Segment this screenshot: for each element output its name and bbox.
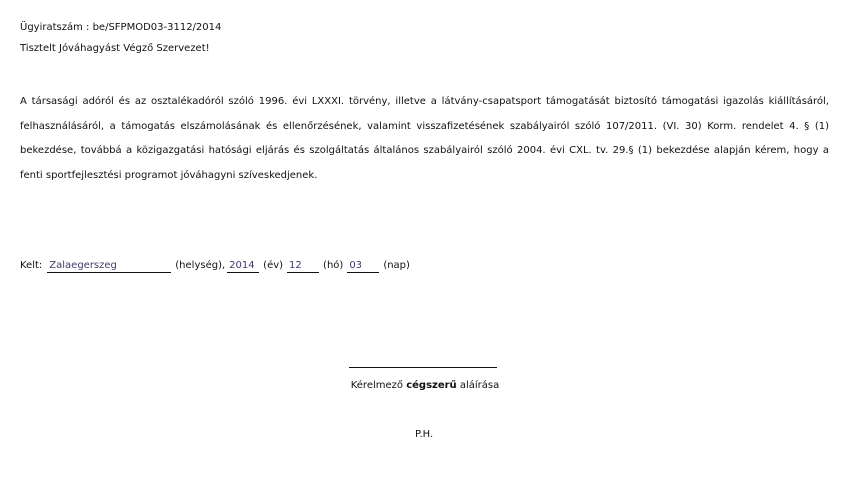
reference-number: Ügyiratszám : be/SFPMOD03-3112/2014: [20, 22, 222, 33]
date-label: Kelt:: [20, 260, 43, 271]
signature-label-suffix: aláírása: [456, 380, 500, 391]
greeting: Tisztelt Jóváhagyást Végző Szervezet!: [20, 43, 210, 54]
day-field: 03: [347, 260, 379, 273]
signature-label-prefix: Kérelmező: [350, 380, 407, 391]
stamp-label: P.H.: [415, 429, 434, 440]
month-field: 12: [287, 260, 319, 273]
year-unit: (év): [263, 260, 284, 271]
place-field: Zalaegerszeg: [47, 260, 171, 273]
signature-line: [349, 367, 497, 368]
year-field: 2014: [227, 260, 259, 273]
date-line: [20, 260, 410, 273]
body-paragraph: A társasági adóról és az osztalékadóról szóló 1996. évi LXXXI. törvény, illetve a látvány-csapatsport támogatását biztosító támogatási igazolás kiállításáról, felhasználásáról, a támogatás elszámolásának és ellenőrzésének, valamint visszafizetésének szabályairól szóló 107/2011. (VI. 30) Korm. rendelet 4. § (1) bekezdése, továbbá a közigazgatási hatósági eljárás és szolgáltatás általános szabályairól szóló 2004. évi CXL. tv. 29.§ (1) bekezdése alapján kérem, hogy a fenti sportfejlesztési programot jóváhagyni szíveskedjenek.: [20, 96, 829, 181]
signature-label: [349, 380, 501, 391]
signature-label-bold: cégszerű: [406, 380, 457, 391]
day-unit: (nap): [383, 260, 410, 271]
place-unit: (helység),: [175, 260, 226, 271]
month-unit: (hó): [323, 260, 344, 271]
